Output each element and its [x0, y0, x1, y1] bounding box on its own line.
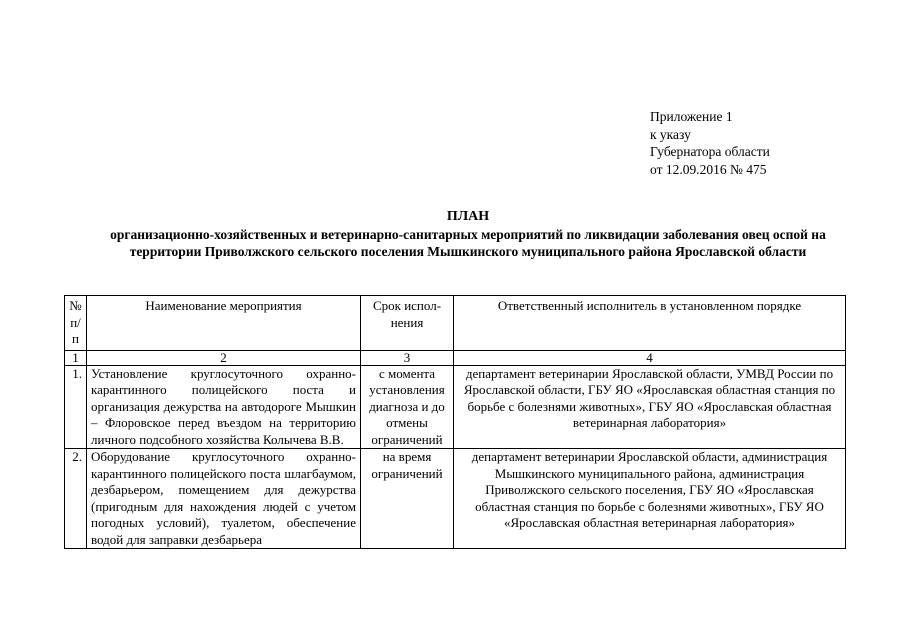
header-responsible: Ответственный исполнитель в установленном порядке: [454, 296, 846, 351]
table-header-row: [65, 296, 846, 351]
row-action: Оборудование круглосуточного охранно-карантинного полицейского поста шлагбаумом, дезбарьером, помещением для дежурства (пригодным для нахождения людей с учетом погодных условий), туалетом, обеспечение водой для заправки дезбарьера: [87, 449, 361, 549]
row-term: с момента установления диагноза и до отмены ограничений: [361, 365, 454, 449]
column-number: 3: [361, 350, 454, 365]
appendix-line-4: от 12.09.2016 № 475: [650, 161, 767, 177]
row-number: 1.: [65, 365, 87, 449]
appendix-line-3: Губернатора области: [650, 144, 770, 159]
header-number: № п/п: [65, 296, 87, 351]
table-row: [65, 365, 846, 449]
column-number-row: [65, 350, 846, 365]
row-responsible: департамент ветеринарии Ярославской области, УМВД России по Ярославской области, ГБУ ЯО «Ярославская областная станция по борьбе с болезнями животных», ГБУ ЯО «Ярославская областная ветеринарная лаборатория»: [454, 365, 846, 449]
row-responsible: департамент ветеринарии Ярославской области, администрация Мышкинского муниципального района, администрация Приволжского сельского поселения, ГБУ ЯО «Ярославская областная станция по борьбе с болезнями животных», ГБУ ЯО «Ярославская областная ветеринарная лаборатория»: [454, 449, 846, 549]
appendix-line-1: Приложение 1: [650, 109, 733, 124]
plan-subtitle: организационно-хозяйственных и ветеринарно-санитарных мероприятий по ликвидации заболевания овец оспой на территории Приволжского сельского поселения Мышкинского муниципального района Ярославской области: [110, 226, 826, 259]
document-heading: [88, 208, 848, 261]
row-term: на время ограничений: [361, 449, 454, 549]
row-action: Установление круглосуточного охранно-карантинного полицейского поста и организация дежурства на автодороге Мышкин – Флоровское перед въездом на территорию личного подсобного хозяйства Колычева В.В.: [87, 365, 361, 449]
plan-title: ПЛАН: [446, 209, 490, 224]
header-action: Наименование мероприятия: [87, 296, 361, 351]
plan-table: [64, 295, 846, 549]
table-row: [65, 449, 846, 549]
column-number: 2: [87, 350, 361, 365]
appendix-line-2: к указу: [650, 126, 691, 142]
column-number: 1: [65, 350, 87, 365]
column-number: 4: [454, 350, 846, 365]
row-number: 2.: [65, 449, 87, 549]
header-term: Срок испол-нения: [361, 296, 454, 351]
appendix-block: [650, 108, 770, 178]
